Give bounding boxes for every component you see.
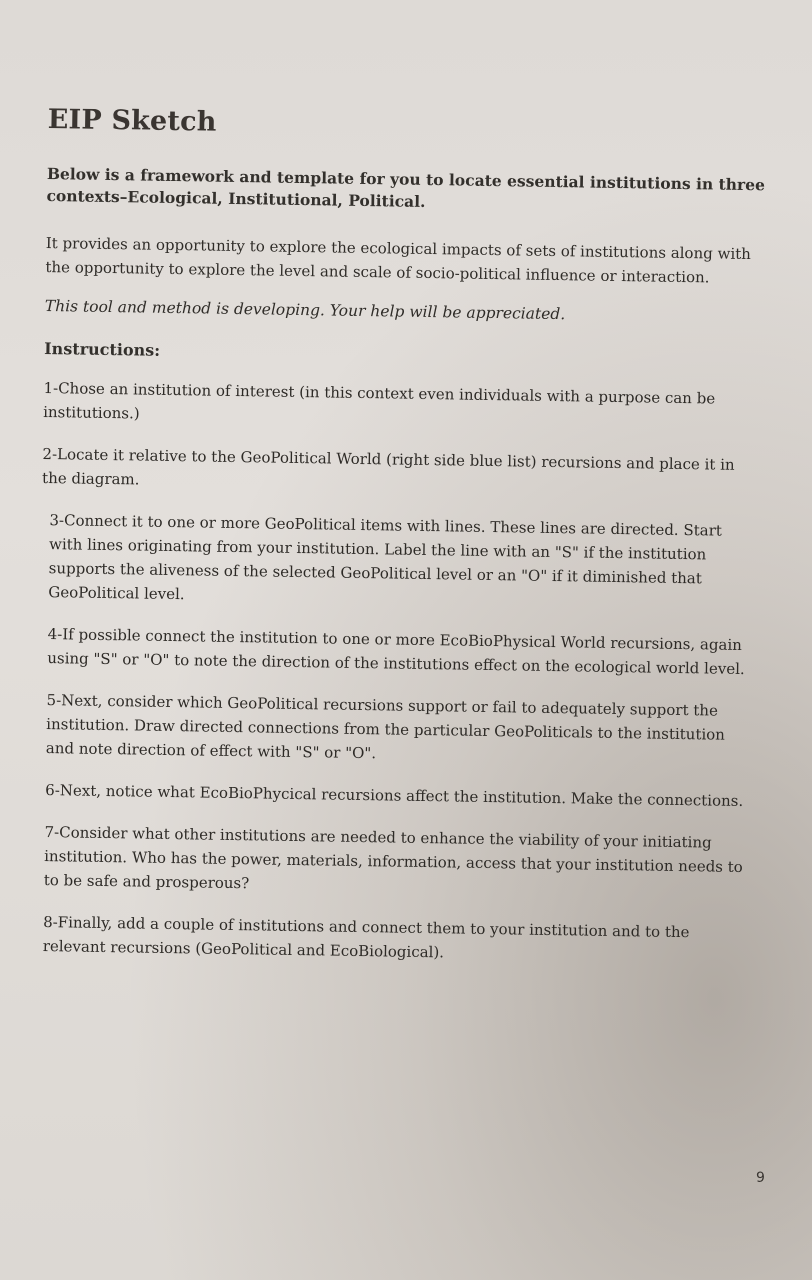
instructions-heading: Instructions: [44,338,161,360]
intro-text: Below is a framework and template for you to locate essential institutions in three contexts–Ecological, Institutional, Political. [46,163,766,211]
instruction-step-1: 1-Chose an institution of interest (in this context even individuals with a purpose can be institutions.) [43,378,716,423]
instruction-step-3: 3-Connect it to one or more GeoPolitical items with lines. These lines are directed. Start with lines originating from your institution. Label the line with an "S" if the institution supports the aliveness of the selected GeoPolitical level or an "O" if it diminished that GeoPolitical level. [48,511,723,604]
development-note: This tool and method is developing. Your help will be appreciated. [44,296,566,324]
page-number: 9 [756,1170,765,1186]
page-title: EIP Sketch [47,104,217,138]
instruction-step-7: 7-Consider what other institutions are needed to enhance the viability of your initiating institution. Who has the power, materials, information, access that your institution needs to to be safe and prosperous? [43,823,743,893]
instruction-step-8: 8-Finally, add a couple of institutions and connect them to your institution and to the relevant recursions (GeoPolitical and EcoBiological). [42,913,690,962]
instruction-step-5: 5-Next, consider which GeoPolitical recursions support or fail to adequately support the institution. Draw directed connections from the particular GeoPoliticals to the institution and note direction of effect with "S" or "O". [45,691,726,763]
instruction-step-2: 2-Locate it relative to the GeoPolitical World (right side blue list) recursions and place it in the diagram. [41,444,735,489]
document-body [34,104,768,987]
description-text: It provides an opportunity to explore the ecological impacts of sets of institutions along with the opportunity to explore the level and scale of socio-political influence or interaction. [45,233,752,287]
instruction-step-6: 6-Next, notice what EcoBioPhycical recursions affect the institution. Make the connections. [45,781,744,811]
instruction-step-4: 4-If possible connect the institution to one or more EcoBioPhysical World recursions, again using "S" or "O" to note the direction of the institutions effect on the ecological world level. [47,625,745,679]
